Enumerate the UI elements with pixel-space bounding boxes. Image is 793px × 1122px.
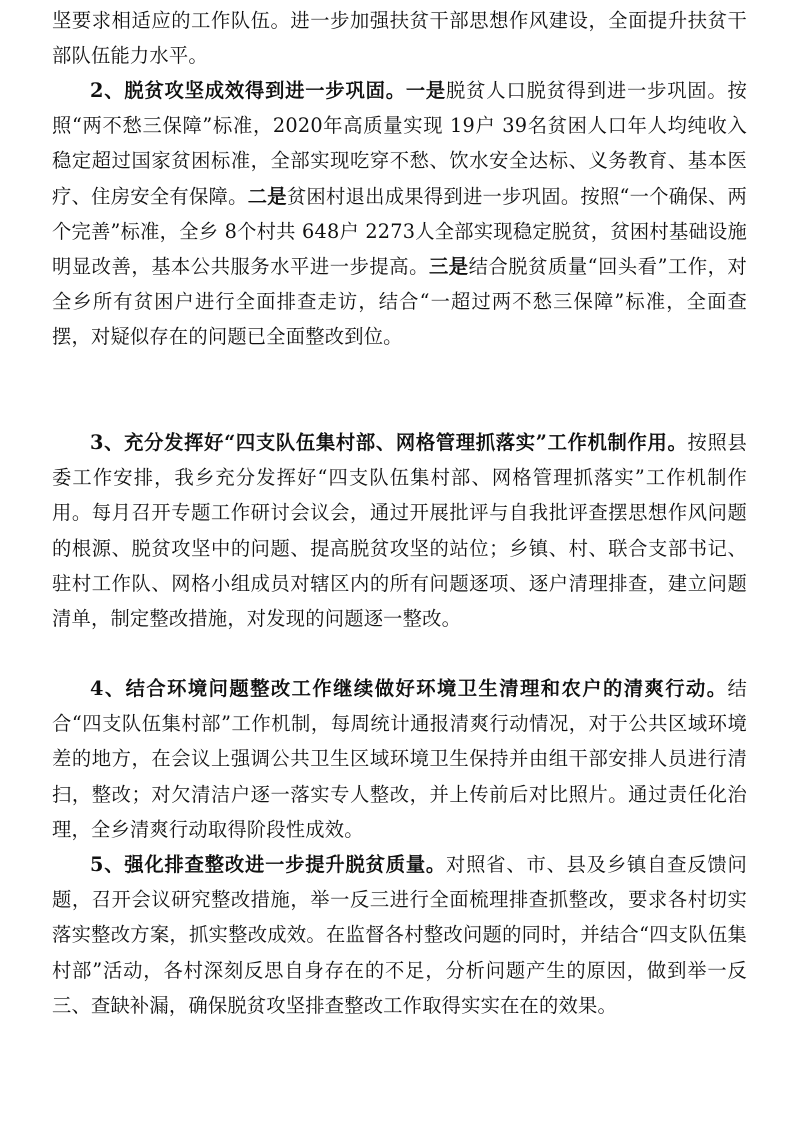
paragraph-text: 结合脱贫质量“回头看”工作，对全乡所有贫困户进行全面排查走访，结合“一超过两不愁三保障”标准，全面查摆，对疑似存在的问题已全面整改到位。 — [52, 255, 747, 349]
paragraph-text: 按照县委工作安排，我乡充分发挥好“四支队伍集村部、网格管理抓落实”工作机制作用。每月召开专题工作研讨会议会，通过开展批评与自我批评查摆思想作风问题的根源、脱贫攻坚中的问题、提高脱贫攻坚的站位；乡镇、村、联合支部书记、驻村工作队、网格小组成员对辖区内的所有问题逐项、逐户清理排查，建立问题清单，制定整改措施，对发现的问题逐一整改。 — [52, 431, 747, 631]
paragraph-section-4 — [52, 671, 747, 847]
paragraph-text: 坚要求相适应的工作队伍。进一步加强扶贫干部思想作风建设，全面提升扶贫干部队伍能力水平。 — [52, 9, 747, 68]
paragraph-section-2 — [52, 73, 747, 355]
paragraph-section-5 — [52, 847, 747, 1023]
paragraph-continuation — [52, 3, 747, 73]
section-heading-2: 2、脱贫攻坚成效得到进一步巩固。 — [90, 79, 406, 102]
paragraph-text: 对照省、市、县及乡镇自查反馈问题，召开会议研究整改措施，举一反三进行全面梳理排查抓整改，要求各村切实落实整改方案，抓实整改成效。在监督各村整改问题的同时，并结合“四支队伍集村部”活动，各村深刻反思自身存在的不足，分析问题产生的原因，做到举一反三、查缺补漏，确保脱贫攻坚排查整改工作取得实实在在的效果。 — [52, 853, 748, 1017]
paragraph-text: 结合“四支队伍集村部”工作机制，每周统计通报清爽行动情况，对于公共区域环境差的地方，在会议上强调公共卫生区域环境卫生保持并由组干部安排人员进行清扫，整改；对欠清洁户逐一落实专人整改，并上传前后对比照片。通过责任化治理，全乡清爽行动取得阶段性成效。 — [52, 677, 747, 841]
paragraph-section-3 — [52, 425, 747, 636]
point-marker-1: 一是 — [405, 79, 447, 102]
point-marker-2: 二是 — [247, 184, 287, 208]
section-heading-4: 4、结合环境问题整改工作继续做好环境卫生清理和农户的清爽行动。 — [90, 677, 728, 700]
paragraph-text: 贫困村退出成果得到进一步巩固。按照“一个确保、两个完善”标准，全乡 8个村共 648户 2273人全部实现稳定脱贫，贫困村基础设施明显改善，基本公共服务水平进一步提高。 — [52, 184, 748, 279]
section-heading-3: 3、充分发挥好“四支队伍集村部、网格管理抓落实”工作机制作用。 — [90, 431, 688, 454]
section-heading-5: 5、强化排查整改进一步提升脱贫质量。 — [90, 853, 447, 876]
paragraph-text: 脱贫人口脱贫得到进一步巩固。按照“两不愁三保障”标准，2020年高质量实现 19户 39名贫困人口年人均纯收入稳定超过国家贫困标准，全部实现吃穿不愁、饮水安全达标、义务教育、基本医疗、住房安全有保障。 — [52, 79, 748, 208]
point-marker-3: 三是 — [428, 255, 469, 279]
